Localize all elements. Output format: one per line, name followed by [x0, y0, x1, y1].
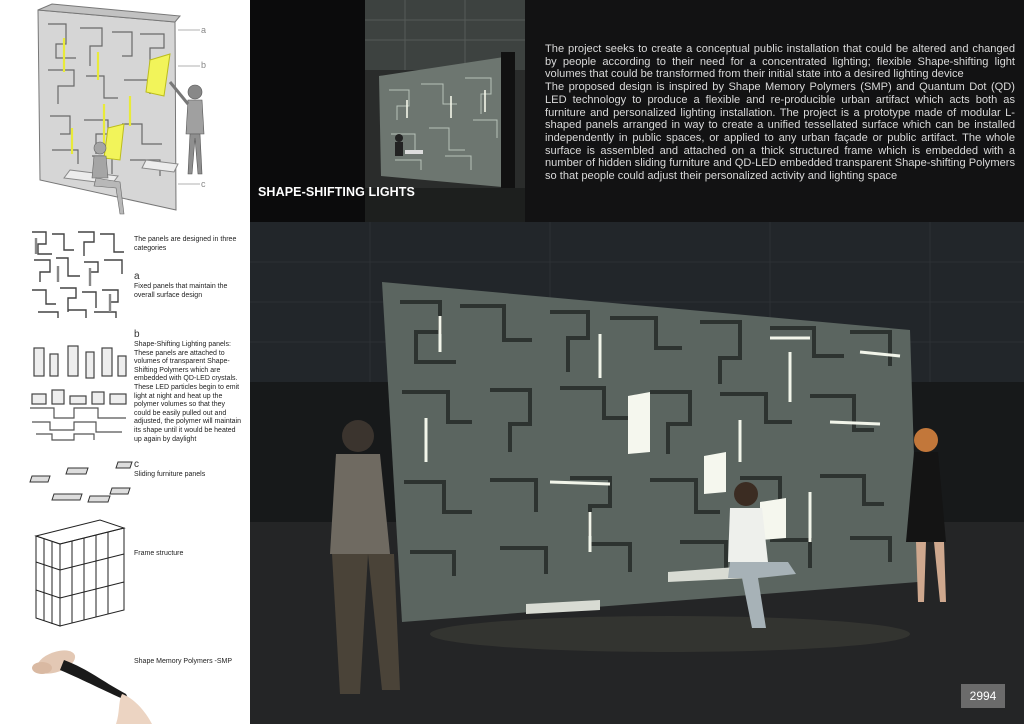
frame-structure-diagram: [30, 514, 130, 634]
project-description: [545, 43, 1015, 183]
legend-c-text: Sliding furniture panels: [134, 471, 206, 478]
page-number-badge: 2994: [961, 684, 1005, 708]
sliding-furniture-diagram: [28, 458, 138, 506]
description-paragraph-1: The project seeks to create a conceptual public installation that could be altered and changed by people according to their need for a concentrated lighting; flexible Shape-shifting light volumes that could be transformed from their initial state into a desired lighting device: [545, 43, 1015, 81]
fixed-panels-diagram: [28, 228, 132, 322]
legend-a-text: Fixed panels that maintain the overall surface design: [134, 283, 228, 299]
smp-material-photo: [30, 640, 160, 724]
legend-fixed: [134, 272, 242, 300]
diagram-column: [0, 0, 250, 724]
legend-smp: Shape Memory Polymers -SMP: [134, 658, 233, 665]
description-paragraph-2: The proposed design is inspired by Shape Memory Polymers (SMP) and Quantum Dot (QD) LED technology to produce a flexible and re-producible urban artifact which acts both as furniture and personalized lighting installation. The project is a prototype made of modular L-shaped panels arranged in way to create a unified tessellated surface which can be installed independently in public spaces, or applied to any urban façade or public artifact. The whole surface is assembled and attached on a thick structured frame which is embedded with a number of hidden sliding furniture and QD-LED embedded transparent Shape-shifting Polymers so that people could adjust their personalized activity and lighting space: [545, 81, 1015, 183]
legend-frame: Frame structure: [134, 550, 184, 557]
legend-sliding: [134, 460, 242, 480]
axonometric-wall-diagram: [0, 0, 250, 222]
main-night-render: [250, 222, 1024, 724]
legend-intro: The panels are designed in three categories: [134, 236, 237, 252]
legend-shape-shifting: [134, 330, 242, 444]
legend-c-letter: c: [134, 459, 139, 470]
legend-b-text: Shape-Shifting Lighting panels: These panels are attached to volumes of transparent Shape-Shifting Polymers which are embedded with QD-LED crystals. These LED particles begin to emit light at night and heat up the polymer volumes so that they could be easily pulled out and adjusted, the polymer will maintain its shape until it would be heated up again by daylight: [134, 341, 241, 443]
shape-shifting-panels-diagram: [28, 340, 132, 444]
project-title: SHAPE-SHIFTING LIGHTS: [258, 185, 415, 199]
legend-b-letter: b: [134, 329, 140, 340]
legend-a-letter: a: [134, 271, 140, 282]
marker-b: b: [201, 60, 207, 70]
marker-a: a: [201, 25, 207, 35]
marker-c: c: [201, 179, 206, 189]
presentation-panel: [250, 0, 1024, 724]
